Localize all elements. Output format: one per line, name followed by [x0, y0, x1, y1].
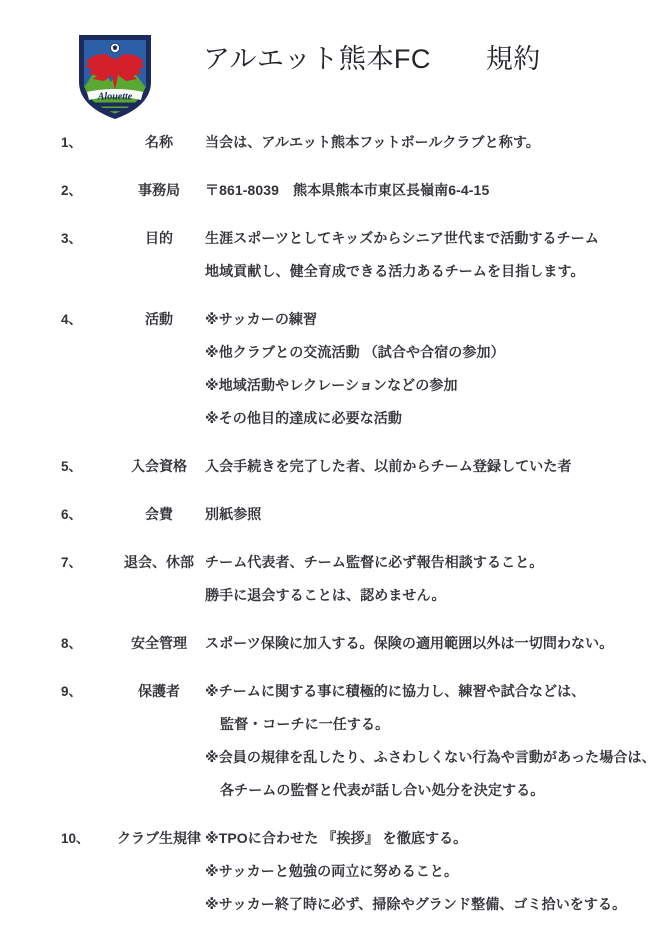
article-item	[0, 498, 633, 531]
article-label: クラブ生規律	[117, 830, 201, 846]
article-number: 5、	[61, 459, 83, 474]
article-text-line: ※会員の規律を乱したり、ふさわしくない行為や言動があった場合は、	[205, 749, 656, 765]
document-header	[0, 26, 633, 126]
article-continuation-row	[0, 402, 633, 435]
article-item	[0, 126, 633, 159]
article-label: 入会資格	[131, 458, 187, 474]
article-label: 会費	[145, 506, 173, 522]
article-continuation-row	[0, 579, 633, 612]
article-label: 活動	[145, 311, 173, 327]
article-first-row	[0, 222, 633, 255]
article-continuation-row	[0, 369, 633, 402]
article-number: 2、	[61, 183, 83, 198]
article-item	[0, 675, 656, 807]
club-crest-logo	[73, 30, 157, 122]
article-text-line: 監督・コーチに一任する。	[220, 716, 390, 732]
article-text-line: チーム代表者、チーム監督に必ず報告相談すること。	[205, 554, 544, 570]
article-label: 目的	[145, 230, 173, 246]
article-body	[205, 498, 633, 531]
article-item	[0, 303, 633, 435]
article-first-row	[0, 126, 633, 159]
article-first-row	[0, 450, 633, 483]
article-continuation-row	[0, 774, 633, 807]
article-text-line: 別紙参照	[205, 506, 262, 522]
document-title: アルエット熊本FC 規約	[203, 44, 541, 74]
article-text-line: ※サッカーと勉強の両立に努めること。	[205, 863, 459, 879]
article-continuation-row	[0, 855, 633, 888]
article-text-line: 入会手続きを完了した者、以前からチーム登録していた者	[205, 458, 572, 474]
article-number: 3、	[61, 231, 83, 246]
article-item	[0, 627, 633, 660]
article-number: 1、	[61, 135, 83, 150]
article-text-line: 勝手に退会することは、認めません。	[205, 587, 446, 603]
article-first-row	[0, 303, 633, 336]
article-label: 保護者	[138, 683, 180, 699]
article-item	[0, 450, 633, 483]
article-body	[205, 174, 633, 207]
svg-text:Alouette: Alouette	[97, 91, 133, 103]
article-text-line: 生涯スポーツとしてキッズからシニア世代まで活動するチーム	[205, 230, 599, 246]
article-text-line: スポーツ保険に加入する。保険の適用範囲以外は一切問わない。	[205, 635, 614, 651]
article-text-line: ※サッカー終了時に必ず、掃除やグランド整備、ゴミ拾いをする。	[205, 896, 627, 912]
article-label: 事務局	[138, 182, 180, 198]
article-body	[205, 675, 633, 708]
article-item	[0, 222, 633, 288]
article-text-line: ※TPOに合わせた 『挨拶』 を徹底する。	[205, 830, 468, 846]
article-number: 8、	[61, 636, 83, 651]
article-body	[205, 822, 633, 855]
article-number: 6、	[61, 507, 83, 522]
article-first-row	[0, 675, 633, 708]
article-continuation-row	[0, 741, 656, 774]
article-first-row	[0, 174, 633, 207]
article-label: 名称	[145, 134, 173, 150]
article-number: 10、	[61, 831, 90, 846]
article-body	[205, 450, 633, 483]
article-first-row	[0, 546, 633, 579]
article-first-row	[0, 822, 633, 855]
article-label: 安全管理	[131, 635, 187, 651]
article-continuation-row	[0, 336, 633, 369]
article-text-line: ※その他目的達成に必要な活動	[205, 410, 403, 426]
article-continuation-row	[0, 708, 633, 741]
article-first-row	[0, 498, 633, 531]
article-text-line: ※チームに関する事に積極的に協力し、練習や試合などは、	[205, 683, 586, 699]
article-body	[205, 627, 633, 660]
article-body	[205, 303, 633, 336]
article-text-line: 地域貢献し、健全育成できる活力あるチームを目指します。	[205, 263, 585, 279]
article-first-row	[0, 627, 633, 660]
article-item	[0, 546, 633, 612]
article-item	[0, 174, 633, 207]
article-text-line: 〒861-8039 熊本県熊本市東区長嶺南6-4-15	[205, 182, 490, 198]
article-number: 4、	[61, 312, 83, 327]
article-text-line: ※サッカーの練習	[205, 311, 318, 327]
article-body	[205, 126, 633, 159]
article-item	[0, 822, 633, 921]
article-text-line: ※地域活動やレクレーションなどの参加	[205, 377, 458, 393]
article-continuation-row	[0, 888, 633, 921]
article-text-line: ※他クラブとの交流活動 （試合や合宿の参加）	[205, 344, 505, 360]
articles-list	[0, 126, 656, 936]
article-body	[205, 546, 633, 579]
article-number: 7、	[61, 555, 83, 570]
article-text-line: 各チームの監督と代表が話し合い処分を決定する。	[220, 782, 545, 798]
article-text-line: 当会は、アルエット熊本フットボールクラブと称す。	[205, 134, 540, 150]
article-number: 9、	[61, 684, 83, 699]
article-continuation-row	[0, 255, 633, 288]
article-label: 退会、休部	[124, 554, 194, 570]
article-body	[205, 222, 633, 255]
